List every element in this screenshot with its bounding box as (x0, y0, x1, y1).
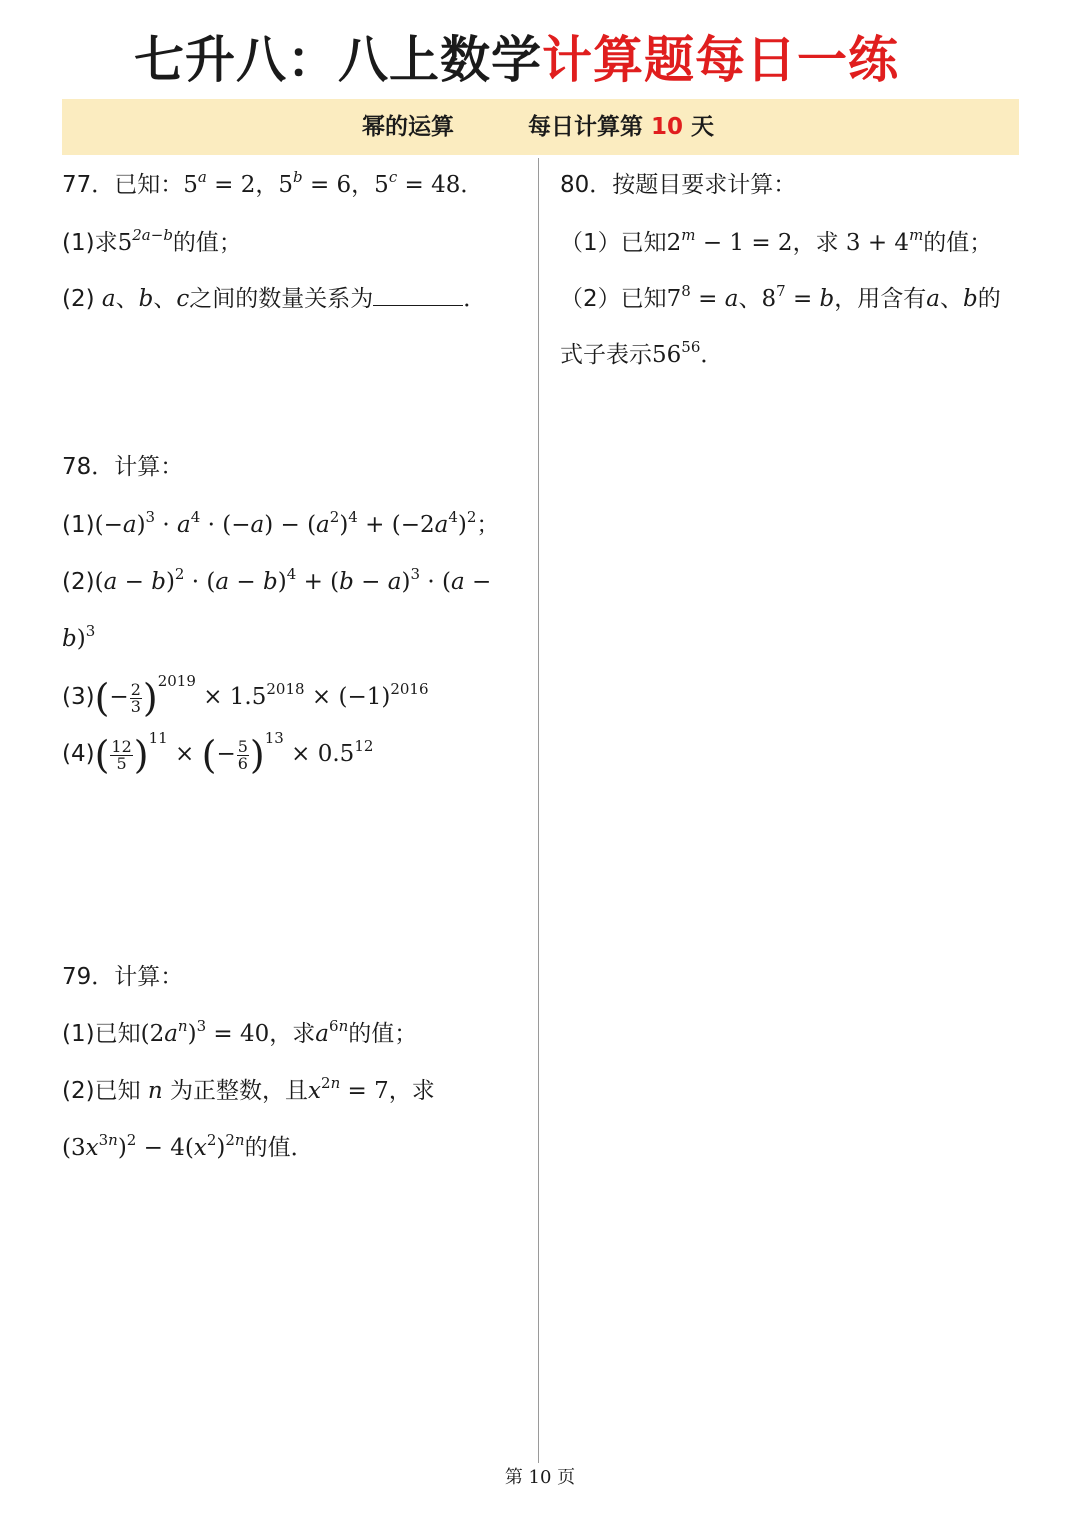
q80-part2-label: （2） (560, 286, 621, 312)
q77-part2: (2) a、b、c之间的数量关系为 ． (62, 286, 487, 312)
title-black-text: 七升八：八上数学 (134, 30, 542, 89)
q77-part1 (62, 228, 242, 258)
fraction-2-3: $\frac{2}{3}$ (130, 679, 141, 716)
q80-part1-expr: $3 + 4^m$ (845, 226, 924, 256)
q79-stem (62, 962, 183, 992)
q78-part4 (62, 729, 374, 778)
q79-part1-mid: ，求 (269, 1021, 316, 1047)
q80-part1 (560, 228, 992, 258)
q80-part1-suffix: 的值； (923, 230, 993, 256)
q80-part1-mid: ，求 (792, 230, 839, 256)
q79-part2-label: (2) (62, 1078, 95, 1104)
q78-part2 (62, 567, 491, 597)
q78-part1 (62, 510, 499, 540)
q80-part2-line2-end: ． (700, 342, 724, 368)
q80-stem (560, 170, 796, 200)
page-footer: 第 10 页 (504, 1467, 576, 1488)
banner-day (528, 99, 714, 155)
q80-part2-cond: $7^8 = a$、$8^7 = b$ (666, 282, 835, 312)
q79-part2 (62, 1076, 435, 1106)
page-title (134, 28, 954, 92)
q78-part3-expr: (− $\frac{2}{3}$ )$^{2019} \times 1.5^{2018} \times (-1)^{2016}$ (94, 672, 429, 720)
banner-day-prefix: 每日计算第 (528, 114, 643, 140)
q80-number: 80．按题目要求计算： (560, 172, 797, 198)
q80-part1-prefix: 已知 (620, 230, 667, 256)
q79-part2-mid: 为正整数，且 (170, 1078, 309, 1104)
q79-part1-suffix: 的值； (348, 1021, 418, 1047)
q80-part2-mid: ，用含有 (834, 286, 927, 312)
q80-part1-cond: $2^m - 1 = 2$ (666, 226, 793, 256)
q78-part2-cont (62, 624, 95, 654)
q77-equations: $5^a = 2$，$5^b = 6$，$5^c = 48$． (183, 168, 484, 198)
q79-part1-target: $a^{6n}$ (315, 1017, 349, 1047)
fraction-12-5: $\frac{12}{5}$ (111, 736, 132, 773)
q77-part1-suffix: 的值； (172, 230, 242, 256)
q79-part1-prefix: 已知 (94, 1021, 141, 1047)
q80-part2-prefix: 已知 (620, 286, 667, 312)
q77-part2-end: ． (463, 286, 487, 312)
banner-topic: 幂的运算 (362, 114, 454, 140)
q78-part2-label: (2) (62, 569, 95, 595)
q79-part2-cont (62, 1133, 314, 1163)
banner-day-number: 10 (651, 114, 684, 140)
q79-part2-cond: $x^{2n} = 7$ (308, 1074, 389, 1104)
q79-part2-expr: $(3x^{3n})^2 - 4(x^2)^{2n}$ (62, 1131, 245, 1161)
q80-part2-vars: a (926, 286, 940, 312)
q78-stem (62, 452, 183, 482)
q79-part2-end: ，求 (388, 1078, 435, 1104)
column-divider (538, 158, 539, 1463)
q80-part1-label: （1） (560, 230, 621, 256)
q77-part1-text: 求 (94, 230, 118, 256)
q79-part1-label: (1) (62, 1021, 95, 1047)
fraction-5-6: $\frac{5}{6}$ (237, 736, 248, 773)
q78-part4-label: (4) (62, 741, 95, 767)
q79-part1-expr: $(2a^n)^3 = 40$ (140, 1017, 270, 1047)
q78-part3 (62, 672, 429, 721)
q80-part2: （2）已知$7^8 = a$、$8^7 = b$，用含有a、b的 (560, 282, 1001, 312)
answer-blank (373, 285, 463, 306)
q78-part4-expr: ( $\frac{12}{5}$ )$^{11}$ × (− $\frac{5}{6}$ )$^{13} \times 0.5^{12}$ (94, 729, 374, 777)
q80-part2-expr: $56^{56}$ (652, 338, 701, 368)
banner-day-suffix: 天 (691, 114, 715, 140)
q77-part2-text: 之间的数量关系为 (189, 286, 374, 312)
q80-part2-line2: 式子表示 (560, 342, 652, 368)
q77-part2-vars: a (101, 286, 116, 312)
q80-part2-cont (560, 340, 723, 370)
q77-part1-expr: $5^{2a-b}$ (117, 226, 173, 256)
q79-part2-suffix: 的值． (244, 1135, 314, 1161)
q77-stem (62, 170, 483, 200)
q78-part1-expr: $(-a)^3 \cdot a^4 \cdot (-a) - (a^2)^4 + (-2a^4)^2$； (94, 508, 500, 538)
section-banner (62, 99, 1019, 155)
q79-part1 (62, 1019, 417, 1049)
q78-part2-expr: $(a - b)^2 \cdot (a - b)^4 + (b - a)^3 \cdot (a$ − (94, 565, 492, 595)
q79-number: 79．计算： (62, 964, 184, 990)
q77-number: 77．已知： (62, 172, 184, 198)
q78-part3-label: (3) (62, 684, 95, 710)
q77-part2-label: (2) (62, 286, 95, 312)
q78-part1-label: (1) (62, 512, 95, 538)
q79-part2-prefix: 已知 (94, 1078, 141, 1104)
q78-number: 78．计算： (62, 454, 184, 480)
q77-part1-label: (1) (62, 230, 95, 256)
title-red-text: 计算题每日一练 (542, 30, 899, 89)
q80-part2-end: 的 (977, 286, 1001, 312)
q79-part2-var: n (147, 1078, 163, 1104)
q78-part2-expr-cont: b)$^3$ (62, 622, 96, 652)
